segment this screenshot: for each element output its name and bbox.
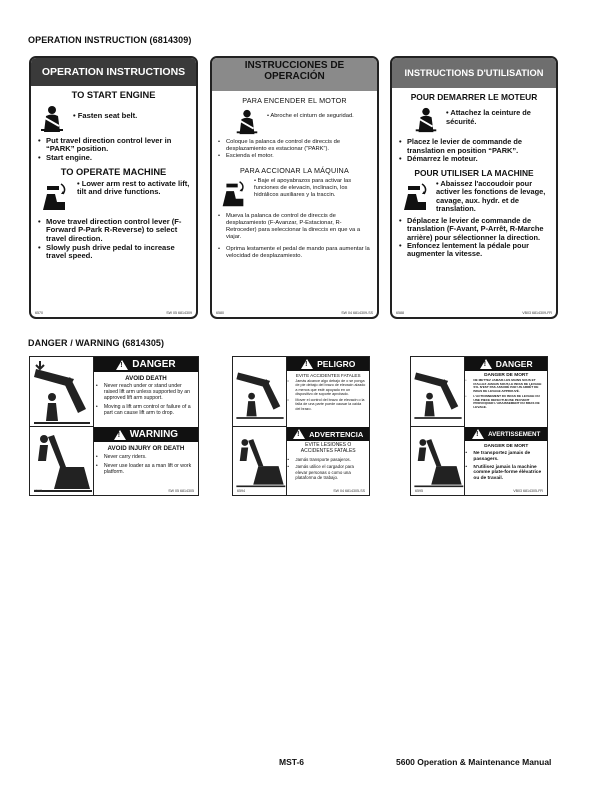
decal-code-right: SW 05 6814309 [166,311,192,315]
danger-header [465,357,547,371]
warning-triangle-icon [472,429,484,439]
danger-decal-french [410,356,548,496]
arm-rest-icon [398,180,432,214]
section-title-danger: DANGER / WARNING (6814305) [28,338,165,348]
crush-hazard-icon [30,357,94,425]
operation-decal-english: OPERATION INSTRUCTIONS TO START ENGINE • Fasten seat belt. • Put travel direction control lever in “PARK” position. • Start engine. TO OPERATE MACHINE • Lower arm rest to activate lift, tilt and drive functions. • Move travel direction control lever (F-Forward P-Park R-Reverse) to select travel direction. • Slowly push drive pedal to increase travel speed. 6570 SW 05 6814309 [29,56,198,319]
seat-belt-text: Abroche el cinturn de seguridad. [270,113,354,119]
section-title-operation: OPERATION INSTRUCTION (6814309) [28,35,192,45]
danger-item: • Never reach under or stand under raised lift arm unless supported by an approved lift arm support. [104,383,195,402]
instruction-item: • Put travel direction control lever in “PARK” position. [46,137,190,154]
operate-machine-title: PARA ACCIONAR LA MÁQUINA [240,165,349,175]
danger-decal-spanish [232,356,370,496]
danger-header [287,357,369,371]
danger-item: • Jamás alcance algo debajo de o se ponga de pie debajo del brazo de elevacin alzado a menos que esté apoyado en un dispositivo de soporte aprobado. [295,379,367,397]
warning-triangle-icon [480,359,492,369]
warning-triangle-icon [114,430,126,440]
instruction-item: • Start engine. [46,154,190,163]
crush-hazard-icon [233,357,287,425]
no-riders-icon [30,427,94,495]
danger-label: DANGER [495,359,533,369]
start-engine-title: TO START ENGINE [71,90,156,100]
warning-label: AVERTISSEMENT [488,430,541,438]
start-engine-title: PARA ENCENDER EL MOTOR [242,96,347,105]
rider-pictogram [411,427,465,496]
warning-label: ADVERTENCIA [309,429,364,439]
falling-arm-pictogram [30,357,94,427]
decal-header: INSTRUCTIONS D'UTILISATION [392,58,556,88]
instruction-item: • Oprima lestamente el pedal de mando para aumentar la velocidad de desplazamiesto. [226,246,372,260]
manual-title: 5600 Operation & Maintenance Manual [396,757,552,767]
danger-subtitle: DANGER DE MORT [484,373,529,378]
danger-subtitle: AVOID DEATH [125,375,167,382]
instruction-item: • Déplacez le levier de commande de translation (F-Avant, P-Arrêt, R-Marche arrière) pour sélectionner la direction. [407,217,550,242]
decal-header: INSTRUCCIONES DE OPERACIÓN [212,58,377,91]
seat-belt-icon [233,108,261,136]
warning-item: • Ne transportez jamais de passagers. [473,451,545,463]
danger-subtitle: EVITE ACCIDENTES FATALES [295,373,361,378]
danger-label: PELIGRO [317,359,356,369]
falling-arm-pictogram [411,357,465,427]
arm-rest-text: Lower arm rest to activate lift, tilt and drive functions. [77,178,190,197]
warning-subtitle: AVOID INJURY OR DEATH [107,445,185,452]
instruction-item: • Enfoncez lentement la pédale pour augmenter la vitesse. [407,242,550,259]
operate-machine-title: POUR UTILISER LA MACHINE [414,167,534,178]
instruction-item: • Démarrez le moteur. [407,155,550,163]
arm-rest-text: Abaissez l'accoudoir pour activer les fonctions de levage, cavage, aux. hydr. et de translation. [436,179,546,214]
crush-hazard-icon [411,357,465,425]
decal-code-right: SW 04 6814305-SS [333,489,365,493]
instruction-item: • Placez le levier de commande de translation en position “PARK”. [407,138,550,155]
instruction-item: • Esciendа el motor. [226,153,372,160]
decal-code-right: VB03 6814305-FR [513,489,543,493]
instruction-item: • Move travel direction control lever (F-Forward P-Park R-Reverse) to select travel direction. [46,218,190,244]
warning-item: • Jamás utilice el cargador para elevar personas o como una plataforma de trabajo. [295,464,367,481]
instruction-item: • Coloque la palanca de control de direccis de desplazamiento es estacionar (“PARK”). [226,139,372,153]
rider-pictogram [30,427,94,496]
warning-item: • N'utilisez jamais la machine comme plate-forme élévatrice ou de travail. [473,465,545,482]
decal-code-left: 6580 [216,311,224,315]
warning-header [94,427,198,442]
arm-rest-icon [37,180,71,214]
decal-code-right: SW 04 6814309-SS [341,311,373,315]
decal-header: OPERATION INSTRUCTIONS [31,58,196,86]
danger-header [94,357,198,372]
danger-decal-english [29,356,199,496]
decal-code-right: VB03 6814309-FR [522,311,552,315]
operation-decal-french: INSTRUCTIONS D'UTILISATION POUR DEMARRER LE MOTEUR • Attachez la ceinture de sécurité. • Placez le levier de commande de translation en position “PARK”. • Démarrez le moteur. POUR UTILISER LA MACHINE • Abaissez l'accoudoir pour activer les fonctions de levage, cavage, aux. hydr. et de translation. • Déplacez le levier de commande de translation (F-Avant, P-Arrêt, R-Marche arrière) pour sélectionner la direction. • Enfoncez lentement la pédale pour augmenter la vitesse. 6588 VB03 6814309-FR [390,56,558,319]
decal-code-right: SW 05 6814305 [168,489,194,493]
warning-triangle-icon [293,429,305,439]
warning-item: • Never carry riders. [104,454,195,461]
warning-label: WARNING [129,429,179,440]
operation-decal-spanish: INSTRUCCIONES DE OPERACIÓN PARA ENCENDER EL MOTOR • Abroche el cinturn de seguridad. • Coloque la palanca de control de direccis de desplazamiento es estacionar (“PARK”). • Esciendа el motor. PARA ACCIONAR LA MÁQUINA • Baje el apoyabrazos para activar las funciones de elevacin, inclinacin, los hidrálicos auxiliares y la traccin. • Mueva la palanca de control de direccis de desplazamiesto (F-Avanzar, P-Estacionar, R-Retroceder) para seleccionar la direccis en que va a viajar. • Oprima lestamente el pedal de mando para aumentar la velocidad de desplazamiesto. 6580 SW 04 6814309-SS [210,56,379,319]
arm-rest-text: Baje el apoyabrazos para activar las funciones de elevacin, inclinacin, los hidrálicos auxiliares y la traccin. [254,177,352,199]
arm-rest-icon [217,178,249,210]
decal-code-left: 6593 [34,489,42,493]
falling-arm-pictogram [233,357,287,427]
danger-label: DANGER [132,359,176,370]
warning-subtitle: DANGER DE MORT [484,444,529,449]
operate-machine-title: TO OPERATE MACHINE [60,166,167,177]
decal-code-left: 6595 [415,489,423,493]
decal-code-left: 6594 [237,489,245,493]
danger-item: • Moving a lift arm control or failure of a part can cause lift arm to drop. [104,404,195,416]
seat-belt-icon [412,105,440,135]
warning-triangle-icon [116,360,128,370]
instruction-item: • Mueva la palanca de control de direccis de desplazamiesto (F-Avanzar, P-Estacionar, R-Retroceder) para seleccionar la direccis en que va a viajar. [226,213,372,242]
seat-belt-text: Attachez la ceinture de sécurité. [446,108,531,126]
danger-item: • Mover el control del brazo de elevacin o la falla de una parte puede causar la caída del brazo. [295,398,367,411]
warning-header [465,427,547,441]
warning-header [287,427,369,441]
start-engine-title: POUR DEMARRER LE MOTEUR [410,92,538,102]
warning-item: • Never use loader as a man lift or work platform. [104,463,195,476]
warning-item: • Jamás transporte pasajeros. [295,457,367,463]
instruction-item: • Slowly push drive pedal to increase travel speed. [46,244,190,261]
danger-item: • NE METTEZ JAMAIS LES MAINS SOUS ET N'ALLEZ JAMAIS SOUS LE BRAS DE LEVAGE S'IL N'EST PAS ASSURÉ PAR UN ARRÊT DE BRAS DE LEVAGE APPROUVÉ. [473,379,545,394]
rider-pictogram [233,427,287,496]
no-riders-icon [233,427,287,495]
page-number: MST-6 [279,757,305,767]
danger-item: • L'ACTIONNEMENT DU BRAS DE LEVAGE OU UNE PIECE DEFECTUEUSE PEUVENT PROVOQUER L'ABAISSEMENT DU BRAS DE LEVAGE. [473,395,545,410]
decal-code-left: 6588 [396,311,404,315]
seat-belt-text: Fasten seat belt. [77,110,138,120]
warning-subtitle: EVITE LESIONES O ACCIDENTES FATALES [300,442,356,454]
decal-code-left: 6570 [35,311,43,315]
warning-triangle-icon [301,359,313,369]
no-riders-icon [411,427,465,495]
seat-belt-icon [37,104,67,134]
